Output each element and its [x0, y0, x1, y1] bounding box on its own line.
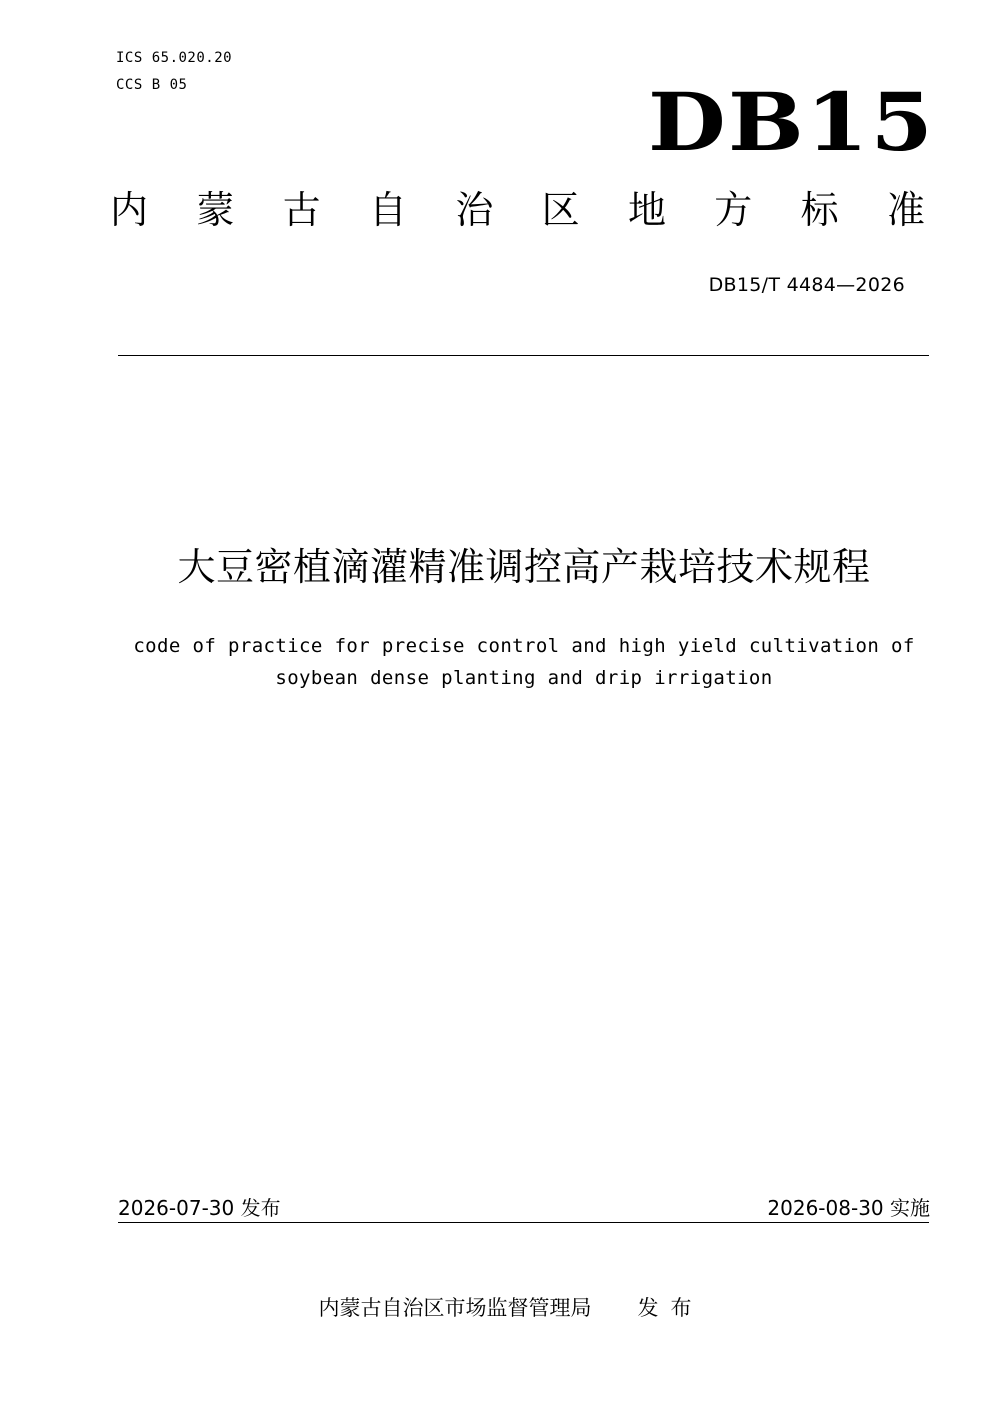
org-title-char: 方: [714, 188, 753, 232]
org-title-char: 古: [282, 188, 321, 232]
org-title-char: 治: [455, 188, 494, 232]
ccs-code: CCS B 05: [116, 77, 188, 93]
effective-date: 2026-08-30 实施: [767, 1196, 930, 1220]
org-title: [110, 188, 925, 234]
org-title-char: 区: [541, 188, 580, 232]
org-title-char: 标: [800, 188, 839, 232]
org-title-char: 准: [886, 188, 925, 232]
org-title-char: 内: [110, 188, 149, 232]
standard-number: DB15/T 4484—2026: [708, 274, 905, 296]
issue-label: 发布: [637, 1296, 704, 1320]
chinese-title: 大豆密植滴灌精准调控高产栽培技术规程: [177, 545, 871, 589]
issuer-name: 内蒙古自治区市场监督管理局: [318, 1296, 592, 1320]
db15-logo: DB15: [648, 75, 936, 169]
org-title-char: 地: [627, 188, 666, 232]
english-title: code of practice for precise control and high yield cultivation of soybean dense planting and drip irrigation: [133, 635, 915, 689]
org-title-char: 蒙: [196, 188, 235, 232]
publish-date: 2026-07-30 发布: [118, 1196, 281, 1220]
top-divider: [118, 355, 929, 356]
bottom-divider: [118, 1222, 929, 1223]
issuer-line: [0, 1292, 1000, 1322]
org-title-char: 自: [368, 188, 407, 232]
ics-code: ICS 65.020.20: [116, 50, 233, 66]
